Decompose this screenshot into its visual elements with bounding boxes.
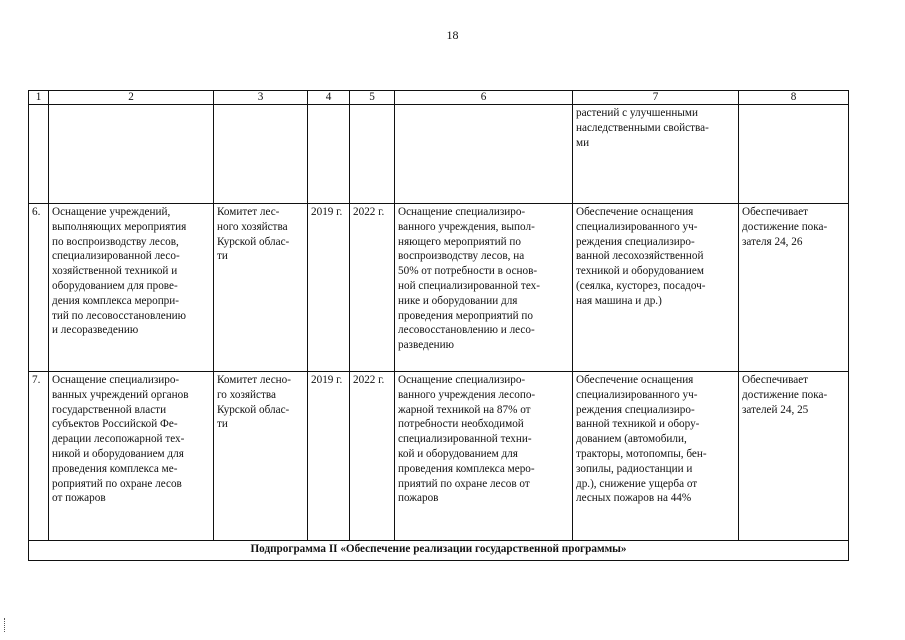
measure-content: Оснащение специализиро- ванного учреждения лесопо- жарной техникой на 87% от потребности необходимой специализированной техни- кой и оборудованием для проведения комплекса меро- приятий по охране лесов от пожаров	[395, 372, 573, 541]
row-number: 6.	[29, 204, 49, 372]
executor: Комитет лес- ного хозяйства Курской облас- ти	[214, 204, 308, 372]
column-header-4: 4	[308, 91, 350, 105]
column-header-8: 8	[739, 91, 849, 105]
table-row	[29, 204, 849, 372]
table-cell	[395, 105, 573, 204]
end-year: 2022 г.	[350, 204, 395, 372]
executor: Комитет лесно- го хозяйства Курской облас- ти	[214, 372, 308, 541]
measure-content: Оснащение специализиро- ванного учреждения, выпол- няющего мероприятий по воспроизводству лесов, на 50% от потребности в основ- ной специализированной тех- нике и оборудовании для проведения мероприятий по лесовосстановлению и лесо- разведению	[395, 204, 573, 372]
table-cell	[49, 105, 214, 204]
measure-name: Оснащение специализиро- ванных учреждений органов государственной власти субъектов Российской Фе- дерации лесопожарной тех- никой и оборудованием для проведения комплекса ме- роприятий по охране лесов от пожаров	[49, 372, 214, 541]
expected-result: Обеспечение оснащения специализированного уч- реждения специализиро- ванной техникой и обору- дованием (автомобили, тракторы, мотопомпы, бен- зопилы, радиостанции и др.), снижение ущерба от лесных пожаров на 44%	[573, 372, 739, 541]
program-table	[28, 90, 849, 561]
column-header-5: 5	[350, 91, 395, 105]
column-header-6: 6	[395, 91, 573, 105]
table-cell	[350, 105, 395, 204]
subprogram-row	[29, 541, 849, 561]
column-header-3: 3	[214, 91, 308, 105]
scan-edge-mark	[4, 618, 7, 632]
column-number-row	[29, 91, 849, 105]
indicator-link: Обеспечивает достижение пока- зателя 24, 26	[739, 204, 849, 372]
start-year: 2019 г.	[308, 204, 350, 372]
subprogram-title: Подпрограмма II «Обеспечение реализации государственной программы»	[29, 541, 849, 561]
indicator-link: Обеспечивает достижение пока- зателей 24, 25	[739, 372, 849, 541]
continuation-result-text: растений с улучшенными наследственными свойства- ми	[573, 105, 739, 204]
column-header-2: 2	[49, 91, 214, 105]
table-cell	[739, 105, 849, 204]
start-year: 2019 г.	[308, 372, 350, 541]
end-year: 2022 г.	[350, 372, 395, 541]
table-row	[29, 372, 849, 541]
column-header-1: 1	[29, 91, 49, 105]
column-header-7: 7	[573, 91, 739, 105]
table-cell	[308, 105, 350, 204]
page-number: 18	[446, 28, 459, 42]
continuation-row	[29, 105, 849, 204]
row-number: 7.	[29, 372, 49, 541]
measure-name: Оснащение учреждений, выполняющих мероприятия по воспроизводству лесов, специализированной лесо- хозяйственной техникой и оборудованием для прове- дения комплекса меропри- тий по лесовосстановлению и лесоразведению	[49, 204, 214, 372]
table-cell	[214, 105, 308, 204]
table-cell	[29, 105, 49, 204]
expected-result: Обеспечение оснащения специализированного уч- реждения специализиро- ванной лесохозяйственной техникой и оборудованием (сеялка, кусторез, посадоч- ная машина и др.)	[573, 204, 739, 372]
